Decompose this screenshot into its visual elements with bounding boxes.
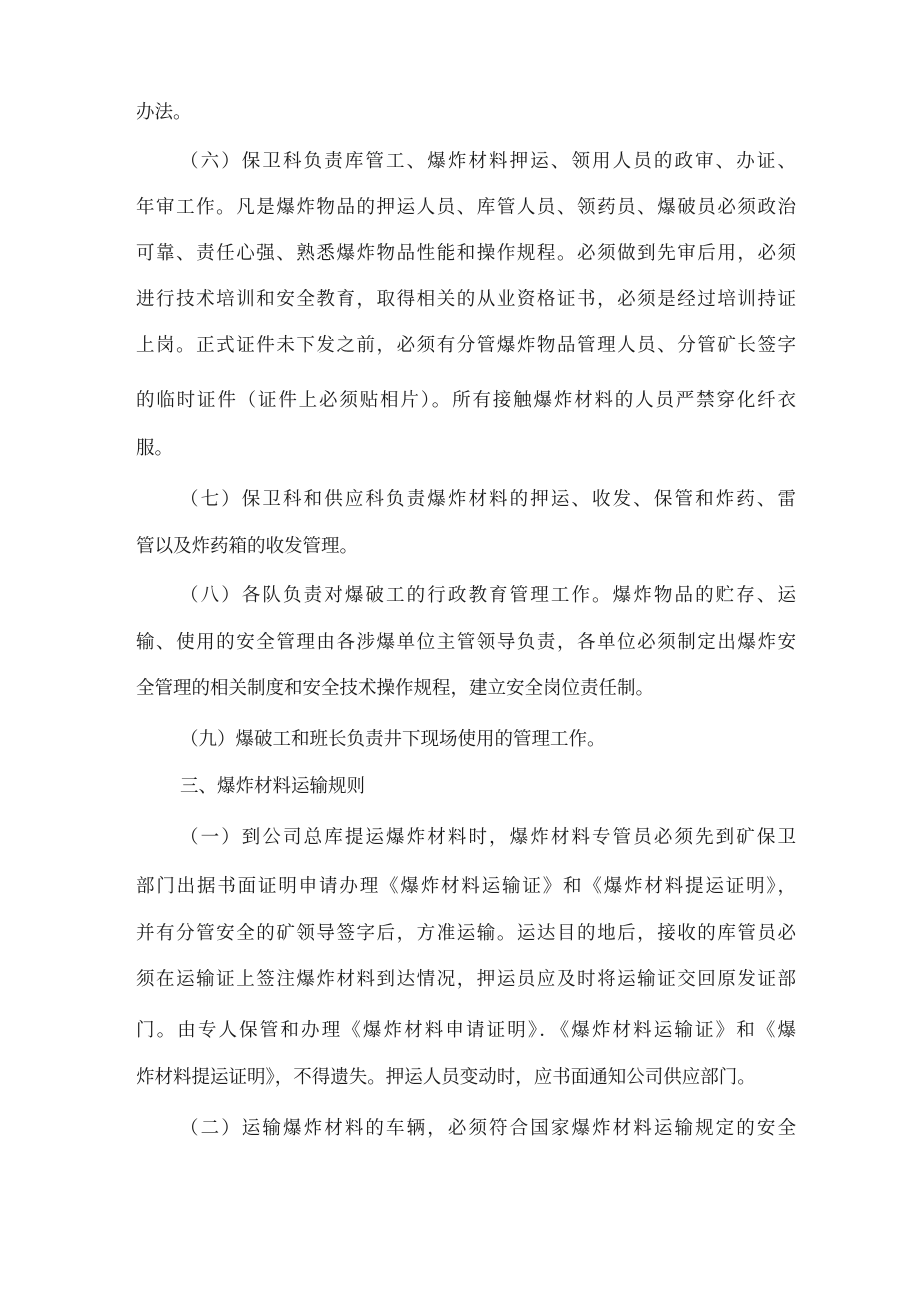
section-heading: 三、爆炸材料运输规则 [180,776,366,797]
text-line: （二）运输爆炸材料的车辆，必须符合国家爆炸材料运输规定的安全 [180,1118,796,1139]
text-line: （七）保卫科和供应科负责爆炸材料的押运、收发、保管和炸药、雷 [180,489,796,510]
text-line: 的临时证件（证件上必须贴相片）。所有接触爆炸材料的人员严禁穿化纤衣 [136,390,796,411]
text-line: 部门出据书面证明申请办理《爆炸材料运输证》和《爆炸材料提运证明》， [136,876,796,897]
text-line: 须在运输证上签注爆炸材料到达情况，押运员应及时将运输证交回原发证部 [136,969,796,990]
text-line: 服。 [136,438,174,459]
text-line: 并有分管安全的矿领导签字后，方准运输。运达目的地后，接收的库管员必 [136,923,796,944]
text-line: 上岗。正式证件未下发之前，必须有分管爆炸物品管理人员、分管矿长签字 [136,335,796,356]
text-line: （八）各队负责对爆破工的行政教育管理工作。爆炸物品的贮存、运 [180,585,796,606]
text-line: 输、使用的安全管理由各涉爆单位主管领导负责，各单位必须制定出爆炸安 [136,632,796,653]
text-line: 门。由专人保管和办理《爆炸材料申请证明》．《爆炸材料运输证》和《爆 [136,1020,796,1041]
text-line: 进行技术培训和安全教育，取得相关的从业资格证书，必须是经过培训持证 [136,289,796,310]
text-line: 办法。 [136,102,192,123]
text-line: 全管理的相关制度和安全技术操作规程，建立安全岗位责任制。 [136,678,655,699]
text-line: （一）到公司总库提运爆炸材料时，爆炸材料专管员必须先到矿保卫 [180,827,796,848]
text-line: 管以及炸药箱的收发管理。 [136,536,359,557]
text-line: （六）保卫科负责库管工、爆炸材料押运、领用人员的政审、办证、 [180,151,796,172]
text-line: 炸材料提运证明》，不得遗失。押运人员变动时，应书面通知公司供应部门。 [136,1067,756,1088]
text-line: （九）爆破工和班长负责井下现场使用的管理工作。 [180,729,606,750]
text-line: 可靠、责任心强、熟悉爆炸物品性能和操作规程。必须做到先审后用，必须 [136,243,796,264]
text-line: 年审工作。凡是爆炸物品的押运人员、库管人员、领药员、爆破员必须政治 [136,197,796,218]
